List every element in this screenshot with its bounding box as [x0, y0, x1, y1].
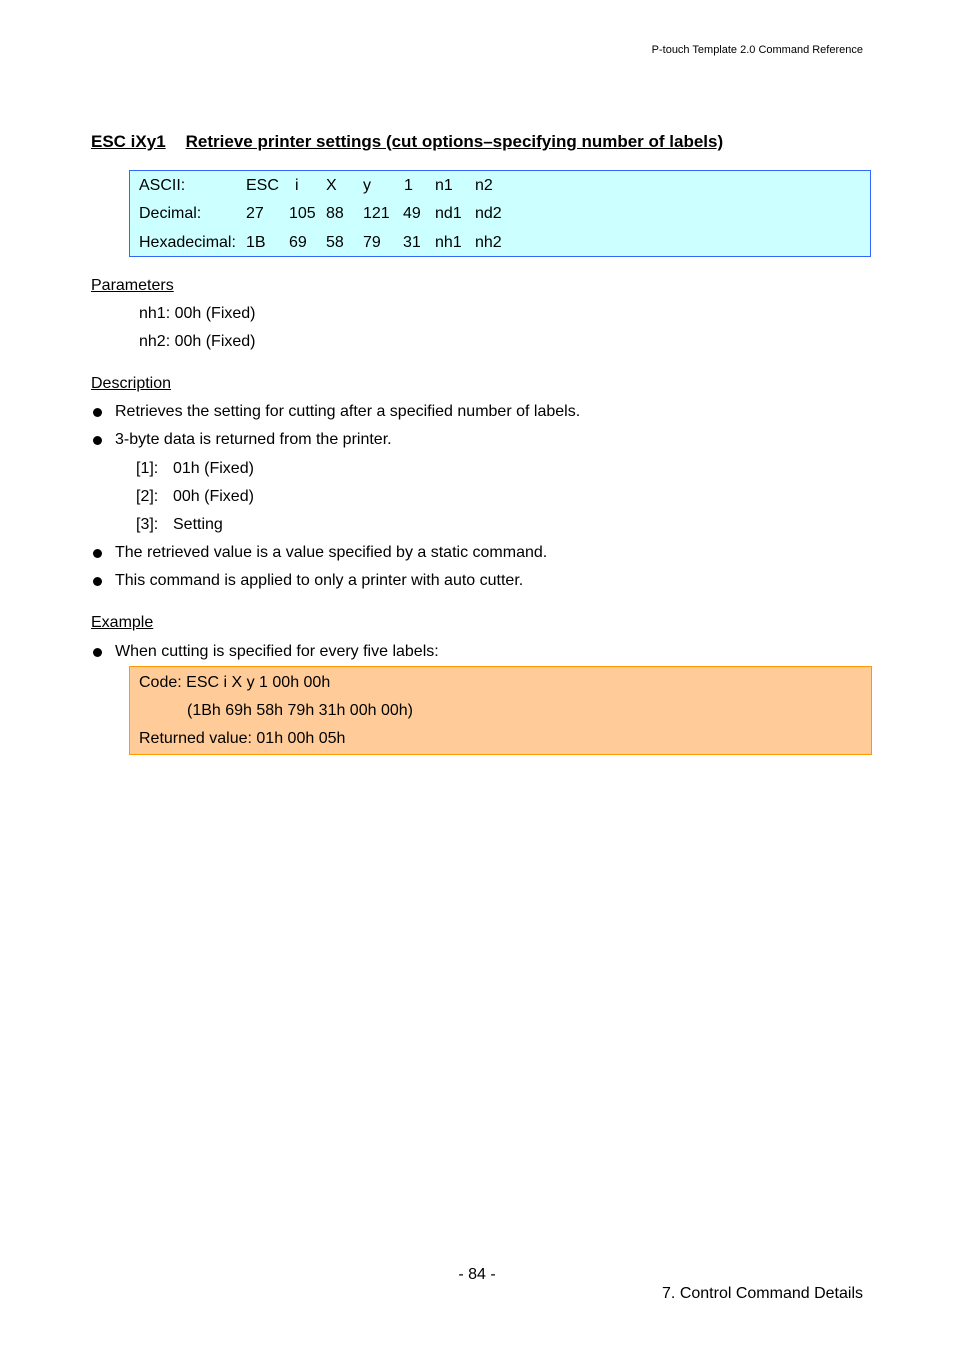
- returned-byte-index: [1]:: [136, 460, 159, 477]
- title-description: Retrieve printer settings (cut options–specifying number of labels): [185, 132, 724, 151]
- table-cell: y: [363, 177, 371, 194]
- table-cell: 121: [363, 205, 390, 222]
- table-cell: 105: [289, 205, 316, 222]
- header-reference: P-touch Template 2.0 Command Reference: [651, 44, 863, 56]
- table-cell: 27: [246, 205, 264, 222]
- table-cell: nd2: [475, 205, 502, 222]
- parameters-heading: Parameters: [91, 277, 174, 294]
- parameter-item: nh2: 00h (Fixed): [139, 333, 256, 350]
- bullet-icon: [93, 436, 102, 445]
- table-cell: 69: [289, 234, 307, 251]
- table-cell: nh2: [475, 234, 502, 251]
- example-returned-value: Returned value: 01h 00h 05h: [139, 730, 346, 747]
- description-bullet: This command is applied to only a printer with auto cutter.: [115, 572, 524, 589]
- description-bullet: Retrieves the setting for cutting after a specified number of labels.: [115, 403, 581, 420]
- description-heading: Description: [91, 375, 172, 392]
- table-cell: 58: [326, 234, 344, 251]
- table-cell: 79: [363, 234, 381, 251]
- example-bullet: When cutting is specified for every five labels:: [115, 643, 439, 660]
- description-bullet: The retrieved value is a value specified by a static command.: [115, 544, 548, 561]
- title-command: ESC iXy1: [91, 132, 166, 151]
- example-code-hex: (1Bh 69h 58h 79h 31h 00h 00h): [187, 702, 413, 719]
- example-code-box: [129, 666, 872, 755]
- table-cell: ESC: [246, 177, 279, 194]
- example-heading: Example: [91, 614, 154, 631]
- table-cell: n2: [475, 177, 493, 194]
- table-cell: n1: [435, 177, 453, 194]
- row-label: ASCII:: [139, 177, 186, 194]
- parameter-item: nh1: 00h (Fixed): [139, 305, 256, 322]
- returned-byte-value: 01h (Fixed): [173, 460, 254, 477]
- table-cell: nd1: [435, 205, 462, 222]
- footer-section: 7. Control Command Details: [662, 1285, 863, 1302]
- example-code-line: Code: ESC i X y 1 00h 00h: [139, 674, 331, 691]
- returned-byte-index: [2]:: [136, 488, 159, 505]
- table-cell: 31: [403, 234, 421, 251]
- page-number: - 84 -: [458, 1266, 496, 1283]
- table-cell: nh1: [435, 234, 462, 251]
- table-cell: 1: [404, 177, 413, 194]
- command-table: [129, 170, 871, 257]
- row-label: Decimal:: [139, 205, 202, 222]
- table-cell: 49: [403, 205, 421, 222]
- description-bullet: 3-byte data is returned from the printer.: [115, 431, 392, 448]
- table-cell: 1B: [246, 234, 266, 251]
- bullet-icon: [93, 648, 102, 657]
- table-cell: X: [326, 177, 337, 194]
- bullet-icon: [93, 408, 102, 417]
- returned-byte-value: 00h (Fixed): [173, 488, 254, 505]
- returned-byte-value: Setting: [173, 516, 223, 533]
- page-title: [91, 132, 723, 152]
- bullet-icon: [93, 577, 102, 586]
- returned-byte-index: [3]:: [136, 516, 159, 533]
- table-cell: i: [295, 177, 299, 194]
- bullet-icon: [93, 549, 102, 558]
- row-label: Hexadecimal:: [139, 234, 236, 251]
- table-cell: 88: [326, 205, 344, 222]
